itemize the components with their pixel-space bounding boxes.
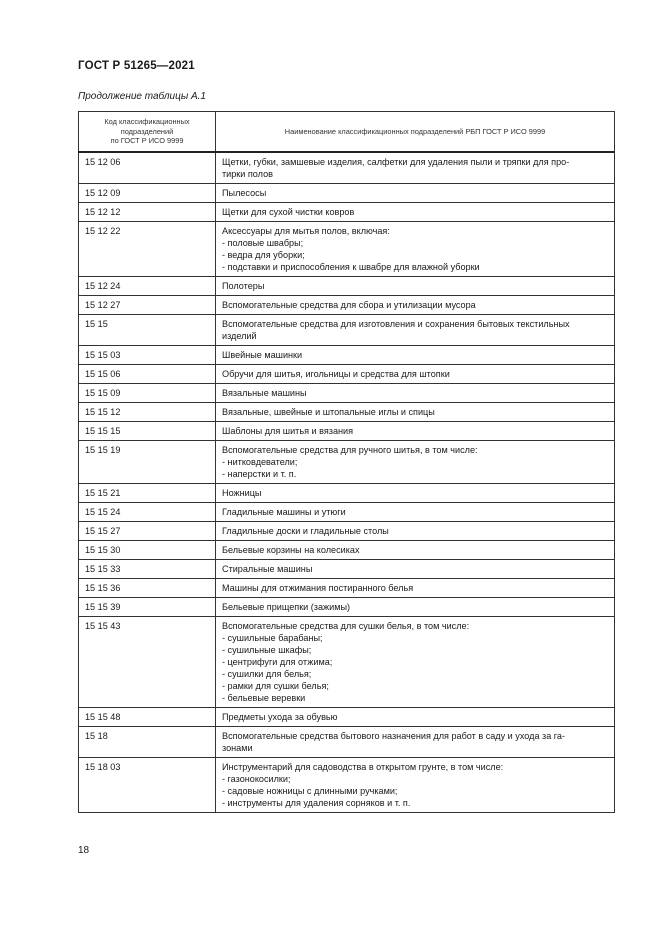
classification-name xyxy=(216,521,615,540)
classification-name-line: тирки полов xyxy=(222,168,273,179)
classification-name-line: - рамки для сушки белья; xyxy=(222,680,329,691)
classification-code: 15 12 12 xyxy=(79,202,216,221)
table-row xyxy=(79,221,615,276)
classification-name xyxy=(216,483,615,502)
classification-code: 15 15 19 xyxy=(79,440,216,483)
classification-name-line: Вспомогательные средства для сбора и утилизации мусора xyxy=(222,299,476,310)
header-code-line: Код классификационных xyxy=(104,117,190,127)
table-row xyxy=(79,440,615,483)
table-row xyxy=(79,616,615,707)
table-row xyxy=(79,559,615,578)
classification-name xyxy=(216,383,615,402)
classification-name xyxy=(216,202,615,221)
classification-code: 15 15 30 xyxy=(79,540,216,559)
classification-name-line: - садовые ножницы с длинными ручками; xyxy=(222,785,398,796)
table-row xyxy=(79,726,615,757)
table-row xyxy=(79,276,615,295)
classification-code: 15 15 06 xyxy=(79,364,216,383)
classification-code: 15 15 33 xyxy=(79,559,216,578)
classification-name xyxy=(216,152,615,184)
classification-code: 15 15 xyxy=(79,314,216,345)
page-number: 18 xyxy=(78,845,90,856)
classification-code: 15 15 48 xyxy=(79,707,216,726)
classification-name-line: Вспомогательные средства для ручного шитья, в том числе: xyxy=(222,444,478,455)
table-row xyxy=(79,597,615,616)
classification-name-line: - сушилки для белья; xyxy=(222,668,312,679)
classification-name-line: - сушильные барабаны; xyxy=(222,632,323,643)
classification-code: 15 12 24 xyxy=(79,276,216,295)
classification-code: 15 15 12 xyxy=(79,402,216,421)
classification-name xyxy=(216,440,615,483)
table-row xyxy=(79,402,615,421)
table-row xyxy=(79,345,615,364)
classification-name-line: Аксессуары для мытья полов, включая: xyxy=(222,225,390,236)
classification-name-line: - подставки и приспособления к швабре для влажной уборки xyxy=(222,261,480,272)
table-row xyxy=(79,183,615,202)
classification-name-line: Гладильные машины и утюги xyxy=(222,506,346,517)
header-code-column xyxy=(79,112,216,152)
classification-name-line: Вязальные машины xyxy=(222,387,307,398)
classification-name-line: Вспомогательные средства бытового назначения для работ в саду и ухода за га- xyxy=(222,730,565,741)
table-row xyxy=(79,295,615,314)
classification-code: 15 15 39 xyxy=(79,597,216,616)
classification-code: 15 15 21 xyxy=(79,483,216,502)
table-row xyxy=(79,540,615,559)
classification-name-line: - сушильные шкафы; xyxy=(222,644,312,655)
classification-code: 15 15 15 xyxy=(79,421,216,440)
classification-name xyxy=(216,402,615,421)
table-row xyxy=(79,521,615,540)
classification-name xyxy=(216,421,615,440)
classification-name-line: Полотеры xyxy=(222,280,265,291)
classification-table xyxy=(78,111,615,813)
table-row xyxy=(79,202,615,221)
table-row xyxy=(79,578,615,597)
classification-name-line: - бельевые веревки xyxy=(222,692,306,703)
classification-name-line: Бельевые прищепки (зажимы) xyxy=(222,601,351,612)
classification-name-line: Вспомогательные средства для изготовления и сохранения бытовых текстильных xyxy=(222,318,570,329)
classification-name-line: - наперстки и т. п. xyxy=(222,468,297,479)
classification-name xyxy=(216,726,615,757)
classification-code: 15 12 06 xyxy=(79,152,216,184)
classification-code: 15 15 24 xyxy=(79,502,216,521)
classification-name xyxy=(216,221,615,276)
classification-name xyxy=(216,295,615,314)
table-row xyxy=(79,483,615,502)
classification-name xyxy=(216,345,615,364)
classification-name xyxy=(216,502,615,521)
classification-name-line: - газонокосилки; xyxy=(222,773,291,784)
classification-code: 15 15 43 xyxy=(79,616,216,707)
classification-name-line: - центрифуги для отжима; xyxy=(222,656,333,667)
classification-name xyxy=(216,540,615,559)
table-row xyxy=(79,364,615,383)
header-name-column: Наименование классификационных подразделений РБП ГОСТ Р ИСО 9999 xyxy=(216,112,615,152)
classification-name xyxy=(216,578,615,597)
classification-name-line: - инструменты для удаления сорняков и т. п. xyxy=(222,797,411,808)
classification-name xyxy=(216,276,615,295)
classification-name-line: - ведра для уборки; xyxy=(222,249,305,260)
header-code-line: подразделений xyxy=(120,126,174,136)
classification-name-line: Ножницы xyxy=(222,487,262,498)
classification-name-line: Стиральные машины xyxy=(222,563,313,574)
classification-name-line: изделий xyxy=(222,330,257,341)
classification-name-line: - половые швабры; xyxy=(222,237,304,248)
classification-name-line: Машины для отжимания постиранного белья xyxy=(222,582,414,593)
classification-name xyxy=(216,597,615,616)
classification-code: 15 12 27 xyxy=(79,295,216,314)
header-code-line: по ГОСТ Р ИСО 9999 xyxy=(110,135,184,145)
classification-name-line: Бельевые корзины на колесиках xyxy=(222,544,360,555)
classification-name-line: Щетки для сухой чистки ковров xyxy=(222,206,355,217)
classification-code: 15 12 09 xyxy=(79,183,216,202)
classification-code: 15 15 27 xyxy=(79,521,216,540)
classification-name-line: Предметы ухода за обувью xyxy=(222,711,338,722)
classification-name-line: Щетки, губки, замшевые изделия, салфетки для удаления пыли и тряпки для про- xyxy=(222,156,570,167)
table-row xyxy=(79,383,615,402)
table-row xyxy=(79,152,615,184)
classification-name-line: Инструментарий для садоводства в открытом грунте, в том числе: xyxy=(222,761,504,772)
table-row xyxy=(79,421,615,440)
classification-code: 15 12 22 xyxy=(79,221,216,276)
classification-name-line: Вспомогательные средства для сушки белья, в том числе: xyxy=(222,620,470,631)
classification-name-line: Вязальные, швейные и штопальные иглы и спицы xyxy=(222,406,435,417)
classification-name xyxy=(216,314,615,345)
classification-name xyxy=(216,364,615,383)
table-row xyxy=(79,757,615,812)
classification-code: 15 15 09 xyxy=(79,383,216,402)
classification-name-line: Швейные машинки xyxy=(222,349,303,360)
classification-name-line: Шаблоны для шитья и вязания xyxy=(222,425,354,436)
classification-code: 15 18 xyxy=(79,726,216,757)
classification-name xyxy=(216,183,615,202)
classification-name xyxy=(216,757,615,812)
table-row xyxy=(79,314,615,345)
classification-name-line: - нитковдеватели; xyxy=(222,456,298,467)
classification-name-line: Обручи для шитья, игольницы и средства для штопки xyxy=(222,368,450,379)
table-row xyxy=(79,502,615,521)
classification-name xyxy=(216,616,615,707)
classification-code: 15 18 03 xyxy=(79,757,216,812)
classification-name-line: Пылесосы xyxy=(222,187,267,198)
classification-name-line: зонами xyxy=(222,742,253,753)
classification-code: 15 15 36 xyxy=(79,578,216,597)
classification-code: 15 15 03 xyxy=(79,345,216,364)
table-body xyxy=(79,152,615,813)
classification-name xyxy=(216,559,615,578)
table-row xyxy=(79,707,615,726)
table-caption: Продолжение таблицы А.1 xyxy=(78,91,206,102)
classification-name xyxy=(216,707,615,726)
document-header: ГОСТ Р 51265—2021 xyxy=(78,60,195,72)
classification-name-line: Гладильные доски и гладильные столы xyxy=(222,525,389,536)
